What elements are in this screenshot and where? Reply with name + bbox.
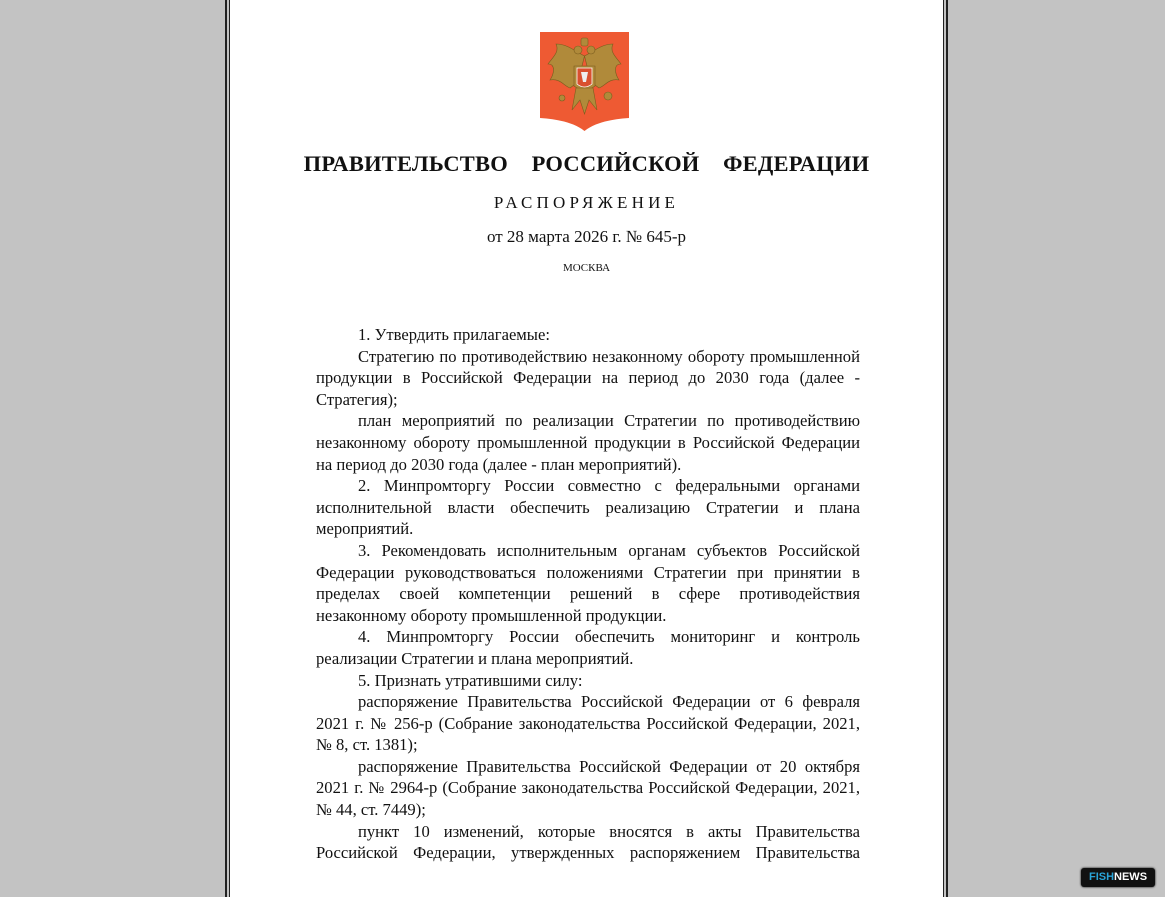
- paragraph: распоряжение Правительства Российской Федерации от 20 октября 2021 г. № 2964-р (Собрание законодательства Российской Федерации, 2021, № 44, ст. 7449);: [316, 756, 860, 820]
- paragraph: 2. Минпромторгу России совместно с федеральными органами исполнительной власти обеспечить реализацию Стратегии и плана мероприятий.: [316, 476, 860, 539]
- paragraph: 5. Признать утратившими силу:: [358, 670, 583, 690]
- document-city: МОСКВА: [562, 262, 611, 274]
- paragraph: Стратегию по противодействию незаконному обороту промышленной продукции в Российской Федерации на период до 2030 года (далее - Стратегия);: [316, 346, 860, 409]
- government-title: ПРАВИТЕЛЬСТВО РОССИЙСКОЙ ФЕДЕРАЦИИ: [303, 151, 870, 176]
- paragraph: 4. Минпромторгу России обеспечить мониторинг и контроль реализации Стратегии и плана мероприятий.: [316, 627, 860, 668]
- paragraph: пункт 10 изменений, которые вносятся в акты Правительства Российской Федерации, утвержденных распоряжением Правительства: [316, 821, 860, 863]
- coat-of-arms-icon: [538, 30, 631, 133]
- paragraph: 1. Утвердить прилагаемые:: [358, 325, 550, 344]
- watermark-fish: FISH: [1088, 871, 1115, 883]
- document-type: РАСПОРЯЖЕНИЕ: [493, 193, 680, 212]
- document-body: [316, 324, 860, 864]
- fishnews-watermark: [1081, 868, 1155, 887]
- paragraph: 3. Рекомендовать исполнительным органам субъектов Российской Федерации руководствоваться положениями Стратегии при принятии в пределах своей компетенции решений в сфере противодействия незаконному обороту промышленной продукции.: [316, 540, 860, 625]
- watermark-news: NEWS: [1114, 871, 1148, 883]
- document-page: [229, 0, 944, 897]
- paragraph: план мероприятий по реализации Стратегии по противодействию незаконному обороту промышленной продукции в Российской Федерации на период до 2030 года (далее - план мероприятий).: [316, 411, 860, 474]
- paragraph: распоряжение Правительства Российской Федерации от 6 февраля 2021 г. № 256-р (Собрание законодательства Российской Федерации, 2021, № 8, ст. 1381);: [316, 692, 860, 755]
- document-date-number: от 28 марта 2026 г. № 645-р: [486, 227, 687, 246]
